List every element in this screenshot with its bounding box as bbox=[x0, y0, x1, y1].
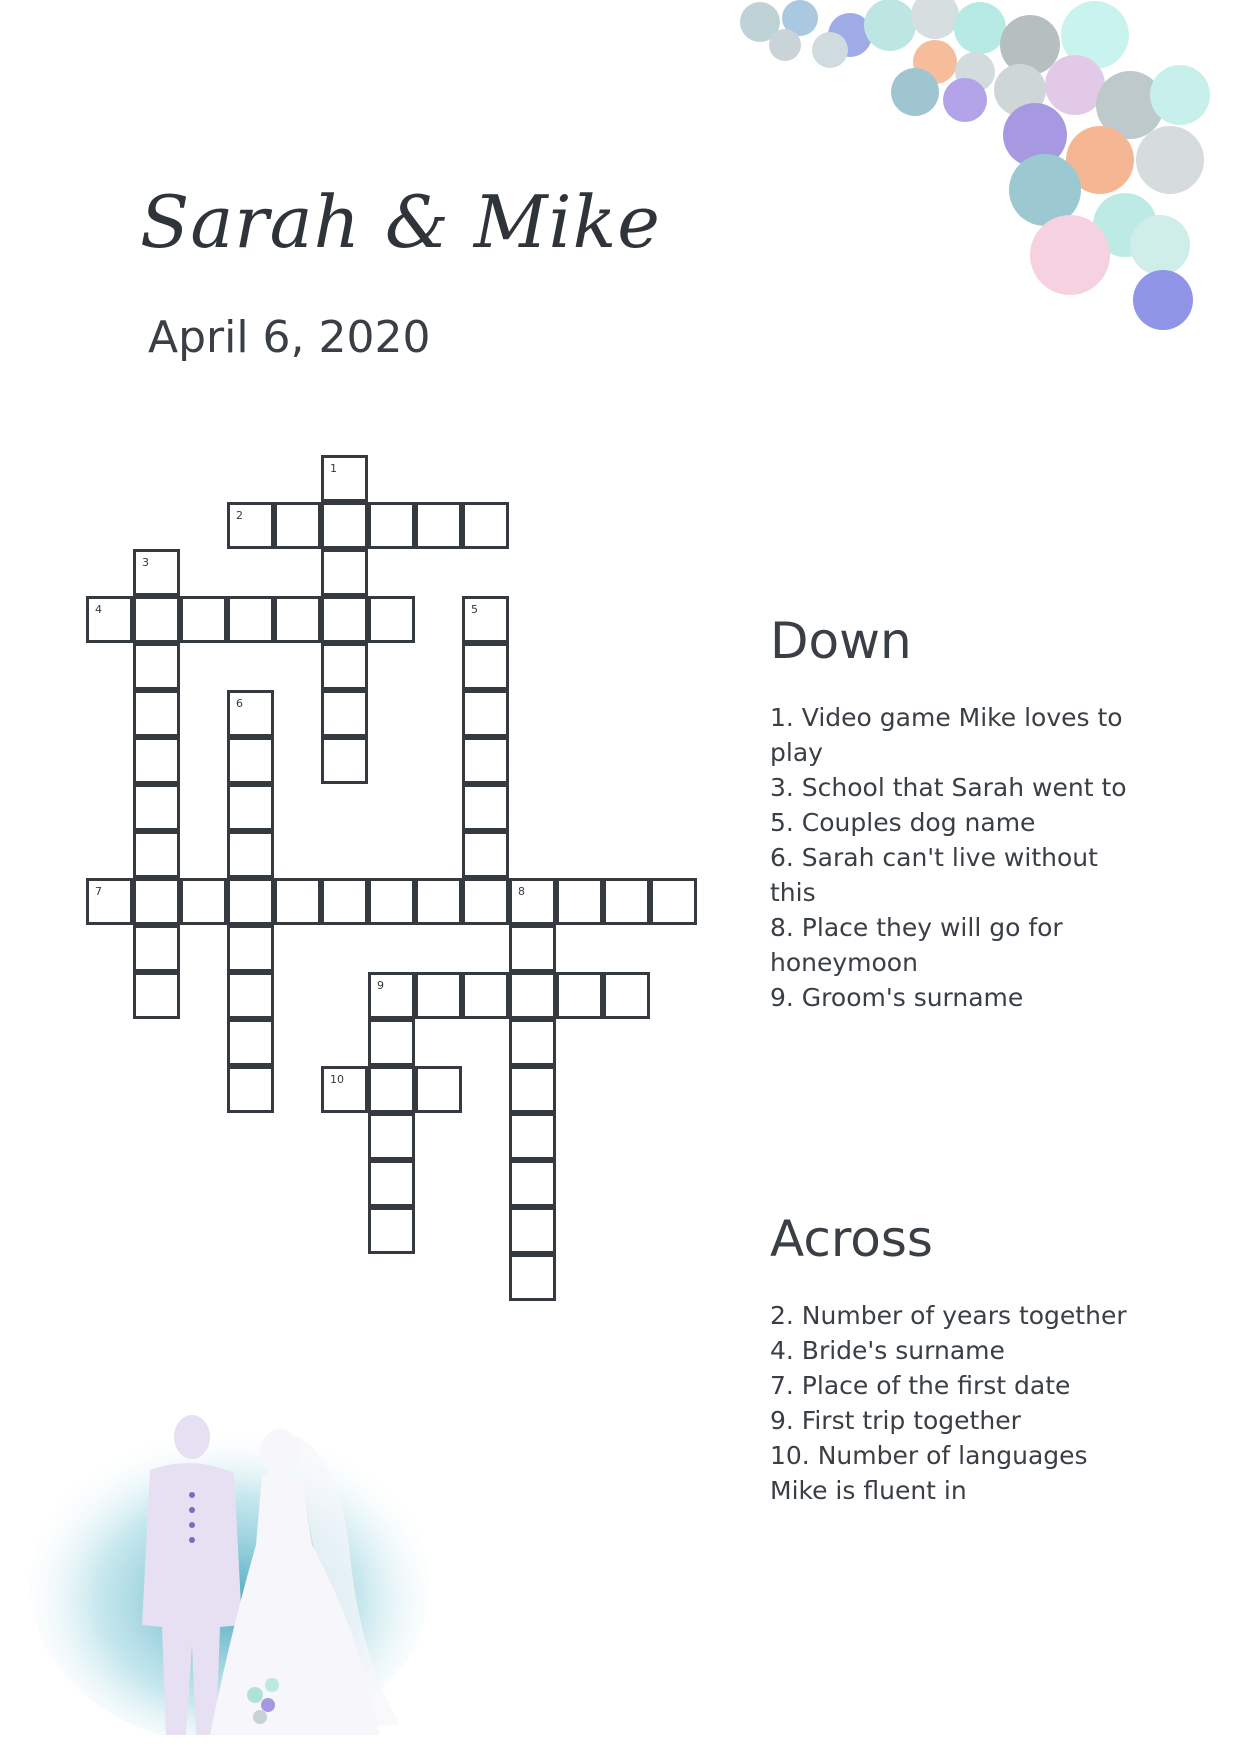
crossword-cell[interactable] bbox=[509, 1066, 556, 1113]
crossword-cell[interactable] bbox=[368, 1207, 415, 1254]
crossword-cell[interactable] bbox=[133, 596, 180, 643]
crossword-cell[interactable] bbox=[133, 784, 180, 831]
crossword-cell[interactable] bbox=[509, 878, 556, 925]
down-clue-1: 1. Video game Mike loves to play bbox=[770, 703, 1123, 767]
crossword-cell[interactable] bbox=[227, 878, 274, 925]
crossword-cell[interactable] bbox=[133, 737, 180, 784]
clue-number: 4 bbox=[95, 603, 102, 616]
crossword-cell[interactable] bbox=[462, 502, 509, 549]
across-clue-7: 7. Place of the first date bbox=[770, 1371, 1071, 1400]
crossword-cell[interactable] bbox=[321, 455, 368, 502]
crossword-cell[interactable] bbox=[509, 1019, 556, 1066]
crossword-cell[interactable] bbox=[227, 925, 274, 972]
crossword-cell[interactable] bbox=[556, 878, 603, 925]
clue-number: 7 bbox=[95, 885, 102, 898]
clue-number: 2 bbox=[236, 509, 243, 522]
down-heading: Down bbox=[770, 612, 912, 670]
down-clue-list bbox=[770, 700, 1150, 1015]
crossword-cell[interactable] bbox=[462, 643, 509, 690]
crossword-cell[interactable] bbox=[462, 878, 509, 925]
crossword-cell[interactable] bbox=[603, 878, 650, 925]
crossword-cell[interactable] bbox=[133, 925, 180, 972]
down-clue-6: 6. Sarah can't live without this bbox=[770, 843, 1098, 907]
down-clue-5: 5. Couples dog name bbox=[770, 808, 1036, 837]
crossword-cell[interactable] bbox=[321, 643, 368, 690]
crossword-cell[interactable] bbox=[274, 878, 321, 925]
crossword-cell[interactable] bbox=[556, 972, 603, 1019]
crossword-cell[interactable] bbox=[415, 878, 462, 925]
crossword-cell[interactable] bbox=[368, 1160, 415, 1207]
crossword-cell[interactable] bbox=[462, 690, 509, 737]
crossword-cell[interactable] bbox=[509, 1254, 556, 1301]
down-clue-8: 8. Place they will go for honeymoon bbox=[770, 913, 1063, 977]
bride-groom-silhouette-icon bbox=[20, 1395, 440, 1735]
crossword-cell[interactable] bbox=[462, 784, 509, 831]
crossword-cell[interactable] bbox=[227, 831, 274, 878]
crossword-cell[interactable] bbox=[415, 972, 462, 1019]
crossword-cell[interactable] bbox=[321, 502, 368, 549]
crossword-cell[interactable] bbox=[274, 502, 321, 549]
clue-number: 8 bbox=[518, 885, 525, 898]
couple-names-title: Sarah & Mike bbox=[140, 180, 661, 264]
crossword-cell[interactable] bbox=[462, 596, 509, 643]
crossword-cell[interactable] bbox=[227, 737, 274, 784]
crossword-cell[interactable] bbox=[321, 549, 368, 596]
crossword-cell[interactable] bbox=[227, 502, 274, 549]
crossword-cell[interactable] bbox=[227, 784, 274, 831]
crossword-cell[interactable] bbox=[133, 831, 180, 878]
crossword-cell[interactable] bbox=[227, 596, 274, 643]
crossword-cell[interactable] bbox=[368, 596, 415, 643]
crossword-cell[interactable] bbox=[368, 1019, 415, 1066]
crossword-cell[interactable] bbox=[462, 831, 509, 878]
crossword-cell[interactable] bbox=[133, 878, 180, 925]
crossword-cell[interactable] bbox=[368, 1113, 415, 1160]
crossword-cell[interactable] bbox=[133, 549, 180, 596]
clue-number: 9 bbox=[377, 979, 384, 992]
down-clue-3: 3. School that Sarah went to bbox=[770, 773, 1127, 802]
crossword-cell[interactable] bbox=[368, 1066, 415, 1113]
crossword-cell[interactable] bbox=[650, 878, 697, 925]
flower-cluster-icon bbox=[730, 0, 1230, 360]
crossword-cell[interactable] bbox=[462, 972, 509, 1019]
crossword-cell[interactable] bbox=[133, 972, 180, 1019]
crossword-cell[interactable] bbox=[133, 690, 180, 737]
crossword-cell[interactable] bbox=[227, 972, 274, 1019]
across-clue-10: 10. Number of languages Mike is fluent in bbox=[770, 1441, 1088, 1505]
across-heading: Across bbox=[770, 1210, 933, 1268]
crossword-cell[interactable] bbox=[321, 1066, 368, 1113]
clue-number: 10 bbox=[330, 1073, 344, 1086]
crossword-cell[interactable] bbox=[462, 737, 509, 784]
crossword-cell[interactable] bbox=[368, 972, 415, 1019]
crossword-cell[interactable] bbox=[86, 878, 133, 925]
crossword-cell[interactable] bbox=[86, 596, 133, 643]
clue-number: 6 bbox=[236, 697, 243, 710]
crossword-cell[interactable] bbox=[368, 502, 415, 549]
clue-number: 5 bbox=[471, 603, 478, 616]
crossword-cell[interactable] bbox=[321, 737, 368, 784]
crossword-cell[interactable] bbox=[509, 1160, 556, 1207]
across-clue-4: 4. Bride's surname bbox=[770, 1336, 1005, 1365]
crossword-cell[interactable] bbox=[274, 596, 321, 643]
crossword-cell[interactable] bbox=[321, 878, 368, 925]
down-clue-9: 9. Groom's surname bbox=[770, 983, 1024, 1012]
crossword-cell[interactable] bbox=[180, 878, 227, 925]
crossword-cell[interactable] bbox=[227, 1019, 274, 1066]
wedding-date: April 6, 2020 bbox=[148, 312, 431, 363]
across-clue-list bbox=[770, 1298, 1150, 1508]
across-clue-2: 2. Number of years together bbox=[770, 1301, 1127, 1330]
crossword-cell[interactable] bbox=[509, 925, 556, 972]
crossword-cell[interactable] bbox=[321, 596, 368, 643]
crossword-cell[interactable] bbox=[509, 972, 556, 1019]
crossword-cell[interactable] bbox=[415, 1066, 462, 1113]
crossword-cell[interactable] bbox=[321, 690, 368, 737]
clue-number: 3 bbox=[142, 556, 149, 569]
crossword-cell[interactable] bbox=[227, 1066, 274, 1113]
crossword-cell[interactable] bbox=[509, 1207, 556, 1254]
crossword-cell[interactable] bbox=[415, 502, 462, 549]
crossword-cell[interactable] bbox=[603, 972, 650, 1019]
crossword-cell[interactable] bbox=[368, 878, 415, 925]
crossword-cell[interactable] bbox=[180, 596, 227, 643]
across-clue-9: 9. First trip together bbox=[770, 1406, 1021, 1435]
crossword-cell[interactable] bbox=[509, 1113, 556, 1160]
crossword-cell[interactable] bbox=[227, 690, 274, 737]
clue-number: 1 bbox=[330, 462, 337, 475]
crossword-cell[interactable] bbox=[133, 643, 180, 690]
